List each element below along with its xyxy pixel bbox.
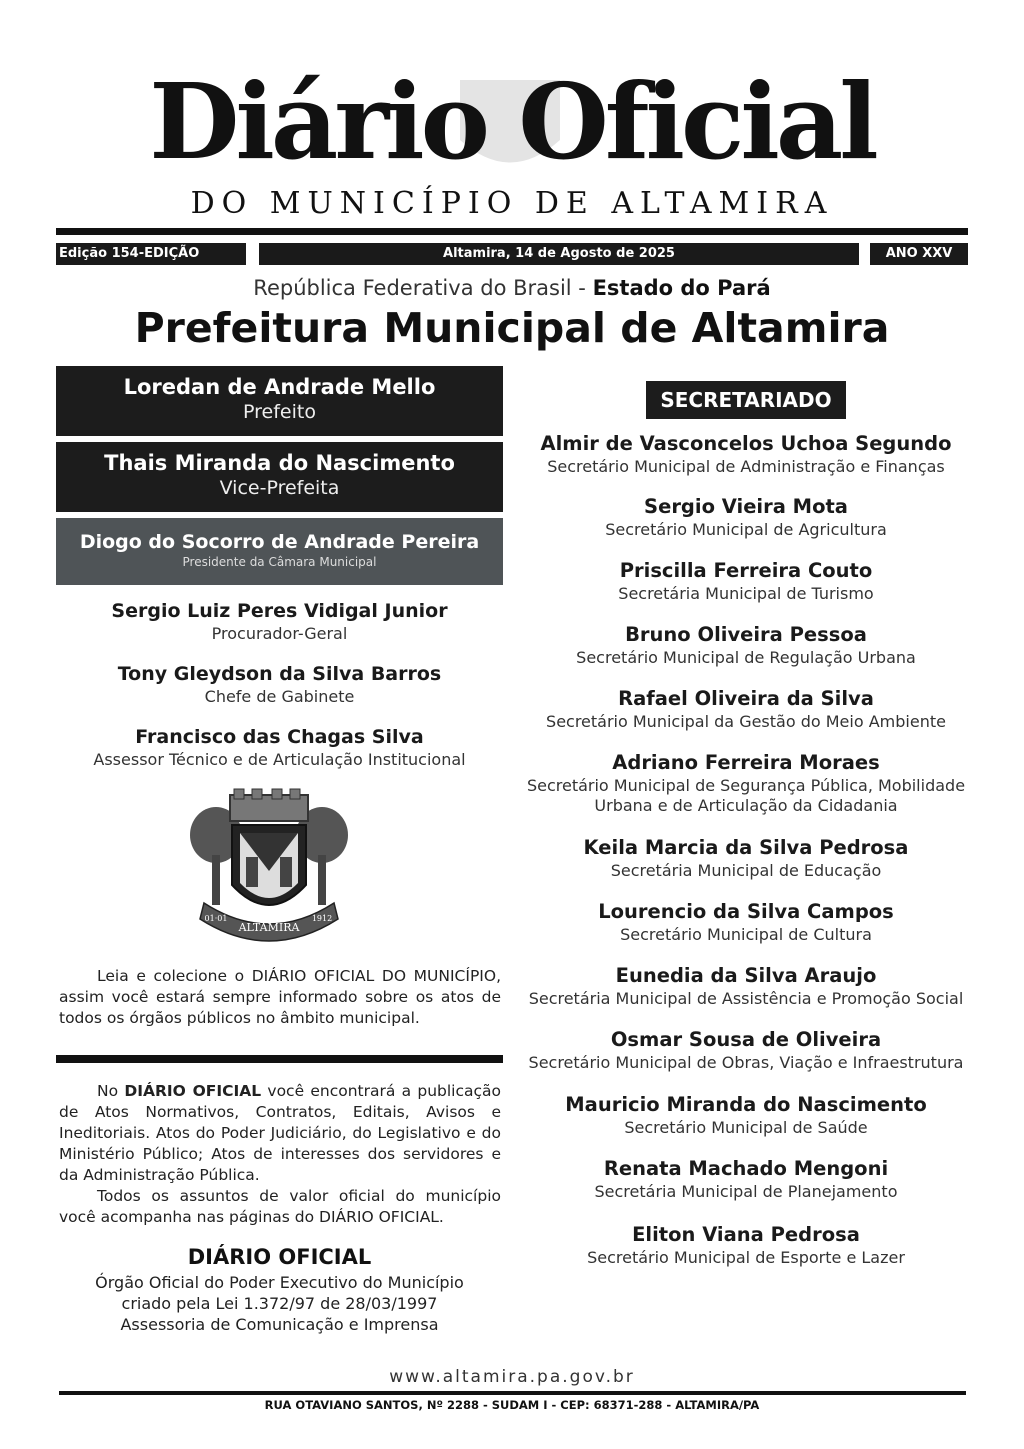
about-p1-bold: DIÁRIO OFICIAL bbox=[124, 1082, 262, 1100]
secretary-role: Secretário Municipal de Saúde bbox=[624, 1118, 868, 1137]
about-p1-prefix: No bbox=[97, 1082, 119, 1100]
secretary-name: Bruno Oliveira Pessoa bbox=[625, 623, 867, 646]
staff-role: Chefe de Gabinete bbox=[204, 687, 355, 706]
staff-item bbox=[56, 726, 503, 769]
staff-role: Assessor Técnico e de Articulação Institucional bbox=[93, 750, 466, 769]
secretary-role: Secretária Municipal de Educação bbox=[610, 861, 882, 880]
prefeito-name: Loredan de Andrade Mello bbox=[123, 375, 436, 399]
website-link[interactable]: www.altamira.pa.gov.br bbox=[389, 1367, 635, 1387]
staff-name: Tony Gleydson da Silva Barros bbox=[117, 663, 442, 685]
vice-box bbox=[56, 442, 503, 512]
secretary-item bbox=[520, 836, 972, 880]
masthead-rule bbox=[56, 228, 968, 235]
organ-line3: Assessoria de Comunicação e Imprensa bbox=[120, 1315, 439, 1334]
coat-of-arms-icon bbox=[186, 785, 352, 951]
secretary-item bbox=[520, 1223, 972, 1267]
secretary-name: Adriano Ferreira Moraes bbox=[612, 751, 880, 774]
vice-role: Vice-Prefeita bbox=[219, 477, 340, 499]
edition-badge: Edição 154-EDIÇÃO EXTRA bbox=[56, 243, 246, 265]
presidente-name: Diogo do Socorro de Andrade Pereira bbox=[79, 531, 480, 553]
secretary-name: Eunedia da Silva Araujo bbox=[615, 964, 877, 987]
secretary-name: Almir de Vasconcelos Uchoa Segundo bbox=[540, 432, 952, 455]
secretary-role: Secretário Municipal de Segurança Pública, Mobilidade Urbana e de Articulação da Cidadania bbox=[526, 776, 966, 815]
republic-line bbox=[0, 276, 1024, 300]
prefeitura-title: Prefeitura Municipal de Altamira bbox=[134, 304, 890, 352]
secretary-role: Secretária Municipal de Turismo bbox=[618, 584, 874, 603]
footer-address: RUA OTAVIANO SANTOS, Nº 2288 - SUDAM I - CEP: 68371-288 - ALTAMIRA/PA bbox=[264, 1398, 760, 1412]
secretary-item bbox=[520, 559, 972, 603]
secretary-name: Lourencio da Silva Campos bbox=[598, 900, 894, 923]
about-p1-rest: você encontrará a publicação de Atos Normativos, Contratos, Editais, Avisos e Ineditoriais. Atos do Poder Judiciário, do Legislativo e do Ministério Público; Atos de interesses dos servidores e da Administração Pública. bbox=[59, 1082, 502, 1184]
secretary-item bbox=[520, 900, 972, 944]
staff-item bbox=[56, 600, 503, 643]
promo-text: Leia e colecione o DIÁRIO OFICIAL DO MUNICÍPIO, assim você estará sempre informado sobre os atos de todos os órgãos públicos no âmbito municipal. bbox=[59, 967, 501, 1027]
about-paragraph bbox=[59, 1081, 501, 1228]
secretary-name: Mauricio Miranda do Nascimento bbox=[565, 1093, 927, 1116]
secretary-item bbox=[520, 495, 972, 539]
about-p2: Todos os assuntos de valor oficial do município você acompanha nas páginas do DIÁRIO OFICIAL. bbox=[59, 1187, 501, 1226]
organ-line1: Órgão Oficial do Poder Executivo do Município bbox=[95, 1273, 464, 1292]
presidente-box bbox=[56, 518, 503, 585]
secretary-role: Secretário Municipal de Administração e Finanças bbox=[547, 457, 945, 476]
crest-left-date: 01·01 bbox=[204, 914, 228, 923]
staff-role: Procurador-Geral bbox=[211, 624, 348, 643]
about-p1 bbox=[59, 1081, 501, 1186]
secretary-name: Priscilla Ferreira Couto bbox=[619, 559, 873, 582]
secretary-role: Secretário Municipal de Cultura bbox=[620, 925, 872, 944]
date-bar: Altamira, 14 de Agosto de 2025 bbox=[259, 243, 859, 265]
prefeito-role: Prefeito bbox=[243, 401, 316, 423]
secretary-item bbox=[520, 1093, 972, 1137]
crest-text: ALTAMIRA bbox=[238, 921, 300, 934]
secretary-item bbox=[520, 1157, 972, 1201]
secretary-name: Sergio Vieira Mota bbox=[644, 495, 848, 518]
year-badge: ANO XXV bbox=[870, 243, 968, 265]
secretary-role: Secretário Municipal de Agricultura bbox=[605, 520, 887, 539]
secretary-item bbox=[520, 964, 972, 1008]
presidente-role: Presidente da Câmara Municipal bbox=[182, 555, 377, 569]
footer-rule bbox=[59, 1391, 966, 1395]
secretary-item bbox=[520, 623, 972, 667]
section-rule bbox=[56, 1055, 503, 1063]
secretary-item bbox=[520, 751, 972, 816]
secretary-role: Secretário Municipal da Gestão do Meio Ambiente bbox=[546, 712, 946, 731]
secretary-role: Secretária Municipal de Planejamento bbox=[594, 1182, 898, 1201]
secretary-item bbox=[520, 432, 972, 476]
secretary-item bbox=[520, 687, 972, 731]
secretary-role: Secretária Municipal de Assistência e Promoção Social bbox=[528, 989, 964, 1008]
staff-name: Sergio Luiz Peres Vidigal Junior bbox=[111, 600, 448, 622]
vice-name: Thais Miranda do Nascimento bbox=[104, 451, 455, 475]
secretary-name: Renata Machado Mengoni bbox=[603, 1157, 889, 1180]
organ-line2: criado pela Lei 1.372/97 de 28/03/1997 bbox=[121, 1294, 438, 1313]
crest-right-date: 1912 bbox=[311, 914, 333, 923]
masthead-title: Diário Oficial bbox=[149, 60, 875, 183]
secretary-name: Keila Marcia da Silva Pedrosa bbox=[583, 836, 909, 859]
republic-text: República Federativa do Brasil - bbox=[253, 276, 586, 300]
masthead-subtitle: DO MUNICÍPIO DE ALTAMIRA bbox=[190, 186, 834, 221]
promo-paragraph bbox=[59, 966, 501, 1029]
secretary-role: Secretário Municipal de Esporte e Lazer bbox=[587, 1248, 905, 1267]
secretary-name: Osmar Sousa de Oliveira bbox=[610, 1028, 882, 1051]
secretary-item bbox=[520, 1028, 972, 1072]
secretary-role: Secretário Municipal de Regulação Urbana bbox=[576, 648, 916, 667]
secretariado-header: SECRETARIADO bbox=[646, 381, 846, 419]
state-text: Estado do Pará bbox=[592, 276, 771, 300]
staff-item bbox=[56, 663, 503, 706]
prefeito-box bbox=[56, 366, 503, 436]
organ-block bbox=[56, 1245, 503, 1335]
secretary-name: Rafael Oliveira da Silva bbox=[618, 687, 874, 710]
staff-name: Francisco das Chagas Silva bbox=[135, 726, 424, 748]
secretary-name: Eliton Viana Pedrosa bbox=[632, 1223, 860, 1246]
organ-title: DIÁRIO OFICIAL bbox=[187, 1245, 372, 1269]
secretary-role: Secretário Municipal de Obras, Viação e Infraestrutura bbox=[528, 1053, 964, 1072]
